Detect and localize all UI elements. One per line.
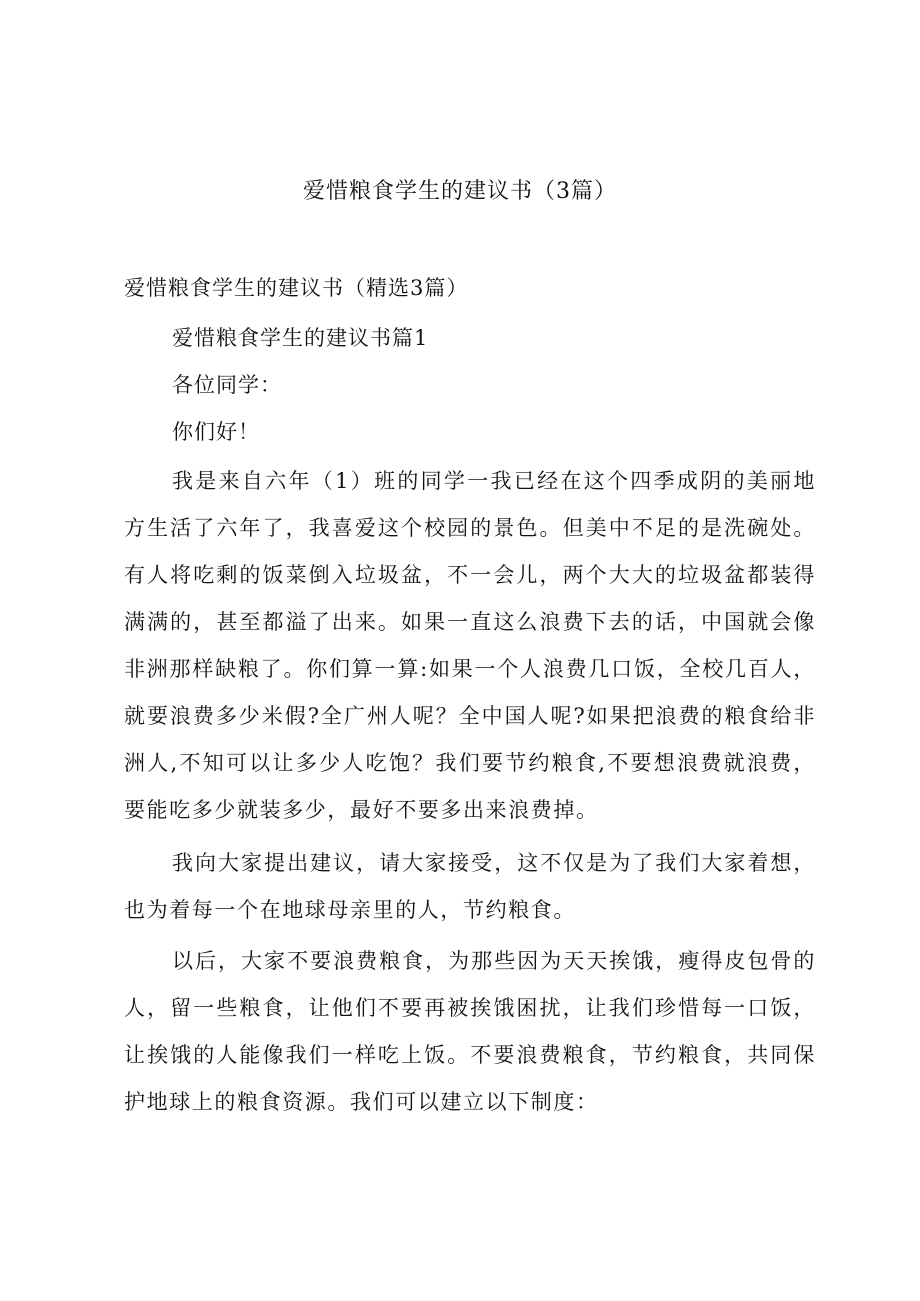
body-paragraph-2: 我向大家提出建议，请大家接受，这不仅是为了我们大家着想，也为着每一个在地球母亲里的人，节约粮食。 bbox=[124, 851, 816, 922]
body-paragraph-3: 以后，大家不要浪费粮食，为那些因为天天挨饿，瘦得皮包骨的人，留一些粮食，让他们不要再被挨饿困扰，让我们珍惜每一口饭，让挨饿的人能像我们一样吃上饭。不要浪费粮食，节约粮食，共同保护地球上的粮食资源。我们可以建立以下制度： bbox=[124, 949, 816, 1114]
greeting-line: 各位同学： bbox=[172, 373, 282, 397]
document-title: 爱惜粮食学生的建议书（3篇） bbox=[303, 179, 617, 204]
body-paragraph-1: 我是来自六年（1）班的同学一我已经在这个四季成阴的美丽地方生活了六年了，我喜爱这个校园的景色。但美中不足的是洗碗处。有人将吃剩的饭菜倒入垃圾盆，不一会儿，两个大大的垃圾盆都装得满满的，甚至都溢了出来。如果一直这么浪费下去的话，中国就会像非洲那样缺粮了。你们算一算:如果一个人浪费几口饭，全校几百人，就要浪费多少米假?全广州人呢？全中国人呢?如果把浪费的粮食给非洲人,不知可以让多少人吃饱？我们要节约粮食,不要想浪费就浪费，要能吃多少就装多少，最好不要多出来浪费掉。 bbox=[124, 469, 816, 822]
document-subtitle: 爱惜粮食学生的建议书（精选3篇） bbox=[124, 276, 469, 300]
section-heading: 爱惜粮食学生的建议书篇1 bbox=[172, 326, 429, 350]
salutation-line: 你们好！ bbox=[172, 420, 260, 444]
